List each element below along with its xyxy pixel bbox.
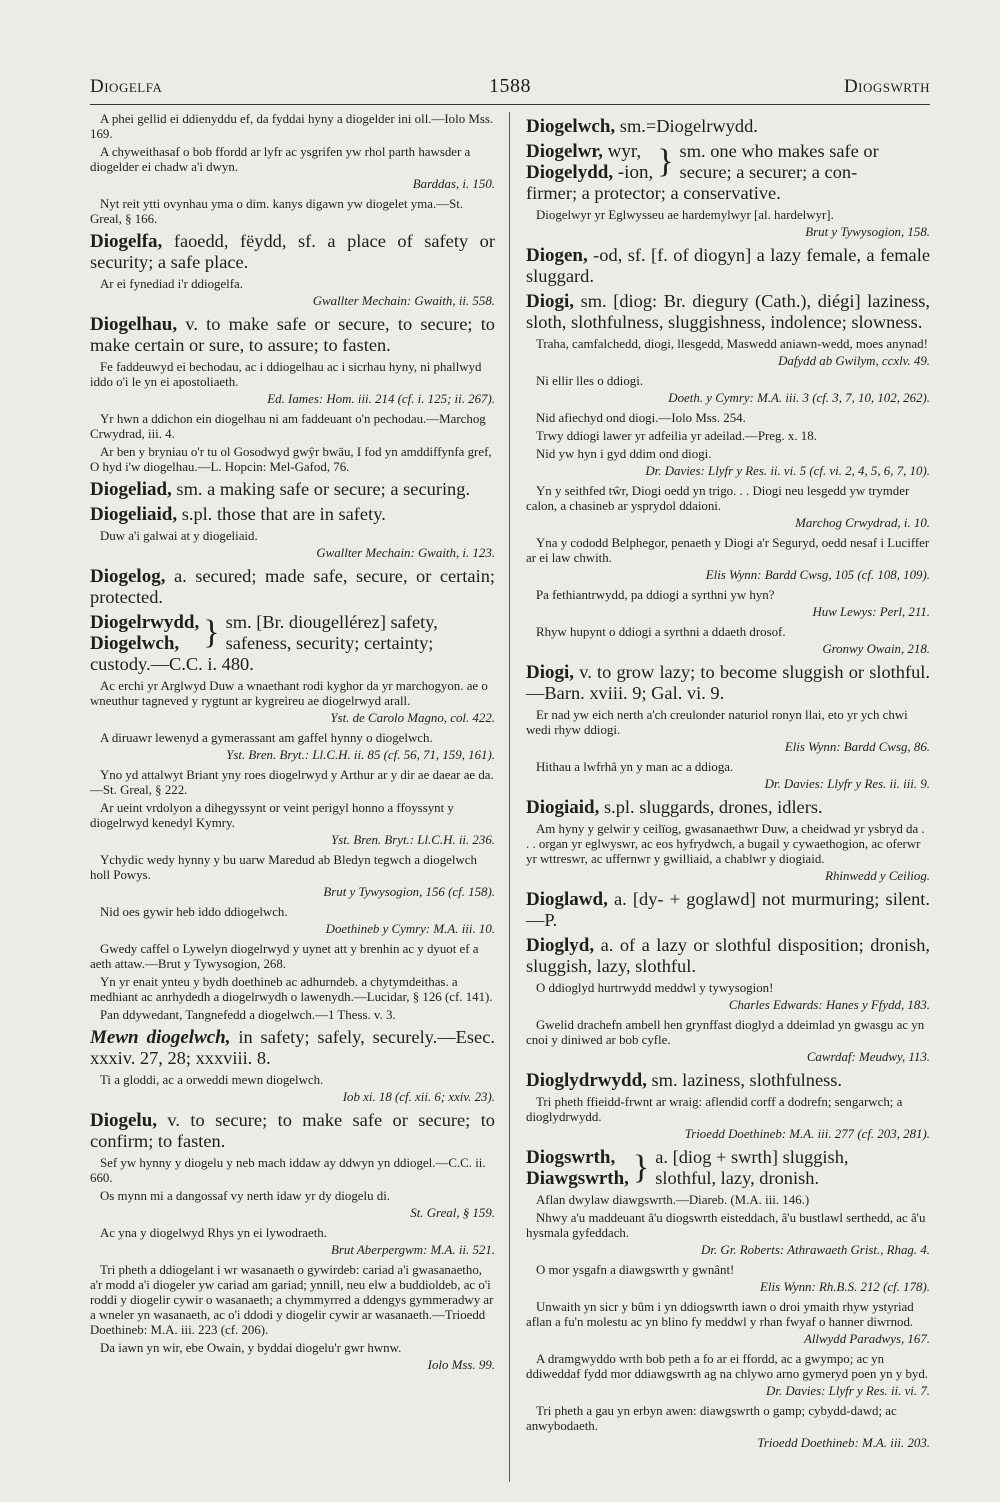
headword: Dioglyd, <box>526 935 595 956</box>
citation: Nyt reit ytti ovynhau yma o dim. kanys digawn yw diogelet yma.—St. Greal, § 166. <box>90 197 464 226</box>
headword: Mewn diogelwch, <box>90 1027 231 1048</box>
brace-glyph: } <box>632 1149 650 1186</box>
dictionary-entry <box>526 1070 930 1091</box>
definition <box>655 1147 930 1189</box>
definition: a. [dy- + goglawd] not murmuring; silent.—P. <box>526 889 930 930</box>
running-head-right: Diogswrth <box>843 76 930 97</box>
citation: Ychydic wedy hynny y bu uarw Maredud ab Bledyn tegwch a diogelwch holl Powys. <box>90 853 477 882</box>
headword-pair <box>526 1147 629 1189</box>
running-head <box>90 62 930 98</box>
citation: Diogelwyr yr Eglwysseu ae hardemylwyr [al. hardelwyr]. <box>536 208 834 222</box>
citation-source: Charles Edwards: Hanes y Ffydd, 183. <box>728 998 930 1012</box>
citation-source: Dr. Gr. Roberts: Athrawaeth Grist., Rhag. 4. <box>701 1243 930 1257</box>
page-number: 1588 <box>489 75 531 97</box>
dictionary-entry <box>90 314 495 356</box>
definition-line: sm. [Br. diougellérez] safety, <box>225 612 438 632</box>
dictionary-entry <box>90 1110 495 1152</box>
citation: Hithau a lwfrhâ yn y man ac a ddioga. <box>536 760 734 774</box>
headword: Diogi, <box>526 662 575 683</box>
headword-plural: wyr, <box>602 141 642 162</box>
citation-source: Barddas, i. 150. <box>412 177 495 191</box>
citation: Ar ei fynediad i'r ddiogelfa. <box>100 277 243 291</box>
bracketed-headwords <box>90 612 495 654</box>
headword-line <box>526 162 653 183</box>
bracketed-headwords <box>526 1147 930 1189</box>
headword: Diogelydd, <box>526 162 614 183</box>
citation: Da iawn yn wir, ebe Owain, y byddai diogelu'r gwr hwnw. <box>100 1341 402 1355</box>
headword: Dioglawd, <box>526 889 608 910</box>
definition <box>680 141 930 183</box>
headword: Diogi, <box>526 291 575 312</box>
citation-source: Brut y Tywysogion, 156 (cf. 158). <box>323 885 495 899</box>
citation: A dramgwyddo wrth bob peth a fo ar ei ffordd, ac a gwympo; ac yn ddiweddaf fydd mor ddiawgswrth ag na chlywo arno gymeryd poen yn y byd. <box>526 1352 929 1381</box>
right-column <box>510 112 930 1482</box>
headword: Diogelwr, <box>526 141 603 162</box>
citation-source: Iolo Mss. 99. <box>427 1358 495 1372</box>
citation: Fe faddeuwyd ei bechodau, ac i ddiogelhau ac i sicrhau hyny, ni phallwyd iddo o'i le yn ei apostoliaeth. <box>90 360 482 389</box>
headword: Diawgswrth, <box>526 1168 629 1189</box>
headword: Diogelrwydd, <box>90 612 200 633</box>
dictionary-entry <box>90 612 495 675</box>
definition: sm.=Diogelrwydd. <box>615 116 758 136</box>
citation: O ddioglyd hurtrwydd meddwl y tywysogion! <box>536 981 774 995</box>
definition-line: slothful, lazy, dronish. <box>655 1168 820 1188</box>
citation: Ti a gloddi, ac a orweddi mewn diogelwch. <box>100 1073 324 1087</box>
citation-source: Brut y Tywysogion, 158. <box>805 225 930 239</box>
citation: Trwy ddiogi lawer yr adfeilia yr adeilad.—Preg. x. 18. <box>536 429 817 443</box>
headword: Diogelwch, <box>526 116 616 137</box>
citation-source: Huw Lewys: Perl, 211. <box>812 605 930 619</box>
text-columns <box>90 112 930 1482</box>
definition: a. of a lazy or slothful disposition; dronish, sluggish, lazy, slothful. <box>526 935 930 976</box>
headword: Diogelfa, <box>90 231 163 252</box>
running-head-left: Diogelfa <box>90 76 163 97</box>
headword: Dioglydrwydd, <box>526 1070 647 1091</box>
citation: Unwaith yn sicr y bûm i yn ddiogswrth iawn o droi ymaith rhyw ystyriad aflan a fu'n molestu ac yn blino fy meddwl y rhan fwyaf o hanner diwrnod. <box>526 1300 914 1329</box>
citation-source: Gronwy Owain, 218. <box>822 642 930 656</box>
headword: Diogelwch, <box>90 633 180 654</box>
citation-source: Dr. Davies: Llyfr y Res. ii. vi. 7. <box>766 1384 930 1398</box>
citation: Sef yw hynny y diogelu y neb mach iddaw ay ddwyn yn ddiogel.—C.C. ii. 660. <box>90 1156 486 1185</box>
citation-source: Cawrdaf: Meudwy, 113. <box>806 1050 930 1064</box>
dictionary-entry <box>90 231 495 273</box>
definition: s.pl. those that are in safety. <box>177 504 386 524</box>
definition-line: secure; a securer; a con- <box>679 162 858 182</box>
citation: Ac yna y diogelwyd Rhys yn ei lywodraeth. <box>100 1226 327 1240</box>
definition: -od, sf. [f. of diogyn] a lazy female, a female sluggard. <box>526 245 930 286</box>
citation: O mor ysgafn a diawgswrth y gwnânt! <box>536 1263 735 1277</box>
definition: v. to make safe or secure, to secure; to make certain or sure, to assure; to fasten. <box>90 314 495 355</box>
citation-source: Elis Wynn: Rh.B.S. 212 (cf. 178). <box>760 1280 930 1294</box>
dictionary-entry <box>526 1147 930 1189</box>
citation-source: Rhinwedd y Ceiliog. <box>825 869 930 883</box>
citation: Rhyw hupynt o ddiogi a syrthni a ddaeth drosof. <box>536 625 786 639</box>
citation: Er nad yw eich nerth a'ch creulonder naturiol ronyn llai, eto yr ych chwi wedi rhyw ddiogi. <box>526 708 908 737</box>
citation: Ac erchi yr Arglwyd Duw a wnaethant rodi kyghor da yr marchogyon. ae o wneuthur tagneved y rygtunt ar kygreireu ae diogelrwyd arall. <box>90 679 488 708</box>
dictionary-entry <box>526 889 930 931</box>
citation-source: Doethineb y Cymry: M.A. iii. 10. <box>325 922 495 936</box>
headword-line <box>526 141 653 162</box>
citation: Yn y seithfed tŵr, Diogi oedd yn trigo. . . Diogi neu lesgedd yw trymder calon, a chasineb ar ysprydol ddaioni. <box>526 484 910 513</box>
citation: Os mynn mi a dangossaf vy nerth idaw yr dy diogelu di. <box>100 1189 390 1203</box>
headword: Diogelu, <box>90 1110 158 1131</box>
citation: Ar ben y bryniau o'r tu ol Gosodwyd gwŷr bwäu, I fod yn amddiffynfa gref, O hyd i'w diogelhau.—L. Hopcin: Mel-Gafod, 76. <box>90 445 492 474</box>
citation: Ni ellir lles o ddiogi. <box>536 374 644 388</box>
citation: Ar ueint vrdolyon a dihegyssynt or veint perigyl honno a ffoyssynt y diogelrwyd kenedyl Kymry. <box>90 801 454 830</box>
citation: Yno yd attalwyt Briant yny roes diogelrwyd y Arthur ar y dir ae daear ae da.—St. Greal, § 222. <box>90 768 494 797</box>
dictionary-entry <box>526 141 930 204</box>
headword-plural: -ion, <box>613 162 654 183</box>
bracketed-headwords <box>526 141 930 183</box>
citation: Yna y cododd Belphegor, penaeth y Diogi a'r Seguryd, oedd nesaf i Luciffer ar ei law chwith. <box>526 536 930 565</box>
headword: Diogelhau, <box>90 314 178 335</box>
definition: in safety; safely, securely.—Esec. xxxiv. 27, 28; xxxviii. 8. <box>90 1027 495 1068</box>
definition-line: safeness, security; certainty; <box>225 633 434 653</box>
citation-source: Gwallter Mechain: Gwaith, ii. 558. <box>312 294 495 308</box>
dictionary-entry <box>90 504 495 525</box>
citation: Tri pheth a ddiogelant i wr wasanaeth o gywirdeb: cariad a'i gwasanaetho, a'r modd a'i diogeler yw cariad am gariad; ynnill, neu elw a buddioldeb, ac o'i roddi y diogelir cywir o wasanaeth; a chymmyrred a ddengys gymmeradwy ar a wneler yn wasanaeth, ac o'i ddodi y diogelir cywir ar wasanaeth.—Trioedd Doethineb: M.A. iii. 223 (cf. 206). <box>90 1263 494 1337</box>
headword: Diogeliaid, <box>90 504 178 525</box>
citation: A diruawr lewenyd a gymerassant am gaffel hynny o diogelwch. <box>100 731 433 745</box>
definition-continuation: custody.—C.C. i. 480. <box>90 654 254 674</box>
headword-pair <box>90 612 199 654</box>
definition-line: sm. one who makes safe or <box>679 141 879 161</box>
definition: sm. a making safe or secure; a securing. <box>171 479 471 499</box>
headword: Diogeliad, <box>90 479 172 500</box>
citation-source: Yst. de Carolo Magno, col. 422. <box>330 711 495 725</box>
citation-source: Elis Wynn: Bardd Cwsg, 86. <box>784 740 930 754</box>
headword-pair <box>526 141 653 183</box>
brace-glyph: } <box>657 143 674 180</box>
definition: v. to secure; to make safe or secure; to confirm; to fasten. <box>90 1110 495 1151</box>
definition-line: a. [diog + swrth] sluggish, <box>655 1147 849 1167</box>
citation: A phei gellid ei ddienyddu ef, da fyddai hyny a diogelder ini oll.—Iolo Mss. 169. <box>90 112 494 141</box>
citation-source: Dr. Davies: Llyfr y Res. ii. vi. 5 (cf. vi. 2, 4, 5, 6, 7, 10). <box>645 464 930 478</box>
citation-source: Gwallter Mechain: Gwaith, i. 123. <box>316 546 495 560</box>
citation: Nhwy a'u maddeuant â'u diogswrth eisteddach, â'u bustlawl serthedd, ac â'u hysmala gyfeddach. <box>526 1211 926 1240</box>
citation-source: Yst. Bren. Bryt.: Ll.C.H. ii. 85 (cf. 56, 71, 159, 161). <box>226 748 495 762</box>
citation-source: Yst. Bren. Bryt.: Ll.C.H. ii. 236. <box>331 833 495 847</box>
citation-source: Trioedd Doethineb: M.A. iii. 203. <box>757 1436 930 1450</box>
definition: v. to grow lazy; to become sluggish or slothful.—Barn. xviii. 9; Gal. vi. 9. <box>526 662 930 703</box>
dictionary-entry <box>90 479 495 500</box>
citation-source: Iob xi. 18 (cf. xii. 6; xxiv. 23). <box>342 1090 495 1104</box>
citation: Yr hwn a ddichon ein diogelhau ni am faddeuant o'n pechodau.—Marchog Crwydrad, iii. 4. <box>90 412 486 441</box>
citation-source: Dr. Davies: Llyfr y Res. ii. iii. 9. <box>764 777 930 791</box>
citation: Aflan dwylaw diawgswrth.—Diareb. (M.A. iii. 146.) <box>536 1193 810 1207</box>
citation: Gwedy caffel o Lywelyn diogelrwyd y uynet att y brenhin ac y dyuot ef a aeth attaw.—Brut y Tywysogion, 268. <box>90 942 479 971</box>
definition: sm. laziness, slothfulness. <box>646 1070 843 1090</box>
definition-continuation: firmer; a protector; a conservative. <box>526 183 781 203</box>
definition: faoedd, fëydd, sf. a place of safety or security; a safe place. <box>90 231 495 272</box>
definition <box>226 612 495 654</box>
citation: Am hyny y gelwir y ceilïog, gwasanaethwr Duw, a cheidwad yr ysbryd da . . . organ yr eglwyswr, ac eos hyfrydwch, a bugail y cywaethogion, ac oferwr yr wttreswr, ac uffernwr y gwilliaid, a chablwr y diogiaid. <box>526 822 925 866</box>
citation-source: Elis Wynn: Bardd Cwsg, 105 (cf. 108, 109). <box>705 568 930 582</box>
headword: Diogelog, <box>90 566 166 587</box>
citation: Tri pheth a gau yn erbyn awen: diawgswrth o gamp; cybydd-dawd; ac anwybodaeth. <box>526 1404 897 1433</box>
citation: Yn yr enait ynteu y bydh doethineb ac adhurndeb. a chytymdeithas. a medhiant ac anrhydedh a diogelrwydh o lawenydh.—Lucidar, § 126 (cf. 141). <box>90 975 493 1004</box>
definition: a. secured; made safe, secure, or certain; protected. <box>90 566 495 607</box>
headword: Diogen, <box>526 245 588 266</box>
citation-source: Dafydd ab Gwilym, ccxlv. 49. <box>778 354 930 368</box>
definition: sm. [diog: Br. diegury (Cath.), diégi] laziness, sloth, slothfulness, sluggishness, indolence; slowness. <box>526 291 930 332</box>
definition: s.pl. sluggards, drones, idlers. <box>599 797 823 817</box>
citation: Pa fethiantrwydd, pa ddiogi a syrthni yw hyn? <box>536 588 775 602</box>
citation-source: Doeth. y Cymry: M.A. iii. 3 (cf. 3, 7, 10, 102, 262). <box>668 391 930 405</box>
dictionary-entry <box>90 566 495 608</box>
dictionary-entry <box>90 1027 495 1069</box>
citation: Duw a'i galwai at y diogeliaid. <box>100 529 258 543</box>
citation: Nid oes gywir heb iddo ddiogelwch. <box>100 905 288 919</box>
citation: Nid yw hyn i gyd ddim ond diogi. <box>536 447 712 461</box>
citation-source: Brut Aberpergwm: M.A. ii. 521. <box>331 1243 495 1257</box>
dictionary-entry <box>526 935 930 977</box>
citation: Nid afiechyd ond diogi.—Iolo Mss. 254. <box>536 411 746 425</box>
dictionary-entry <box>526 291 930 333</box>
citation: Traha, camfalchedd, diogi, llesgedd, Maswedd aniawn-wedd, moes anynad! <box>536 337 928 351</box>
citation: A chyweithasaf o bob ffordd ar lyfr ac ysgrifen yw rhol parth hawsder a diogelder ei chadw a'i dwyn. <box>90 145 471 174</box>
dictionary-entry <box>526 662 930 704</box>
left-column <box>90 112 510 1482</box>
citation-source: Allwydd Paradwys, 167. <box>803 1332 930 1346</box>
headword: Diogiaid, <box>526 797 600 818</box>
citation-source: St. Greal, § 159. <box>410 1206 495 1220</box>
citation-source: Marchog Crwydrad, i. 10. <box>795 516 930 530</box>
citation: Gwelid drachefn ambell hen grynffast dioglyd a ddeimlad yn gwasgu ac yn cnoi y diniwed ar bob cyfle. <box>526 1018 925 1047</box>
citation-source: Trioedd Doethineb: M.A. iii. 277 (cf. 203, 281). <box>684 1127 930 1141</box>
header-rule <box>90 104 930 105</box>
citation-source: Ed. Iames: Hom. iii. 214 (cf. i. 125; ii. 267). <box>267 392 495 406</box>
dictionary-entry <box>526 245 930 287</box>
citation: Pan ddywedant, Tangnefedd a diogelwch.—1 Thess. v. 3. <box>100 1008 396 1022</box>
dictionary-entry <box>526 116 930 137</box>
dictionary-entry <box>526 797 930 818</box>
citation: Tri pheth ffieidd-frwnt ar wraig: aflendid corff a dodrefn; sengarwch; a dioglydrwydd. <box>526 1095 903 1124</box>
headword: Diogswrth, <box>526 1147 616 1168</box>
brace-glyph: } <box>203 614 220 651</box>
